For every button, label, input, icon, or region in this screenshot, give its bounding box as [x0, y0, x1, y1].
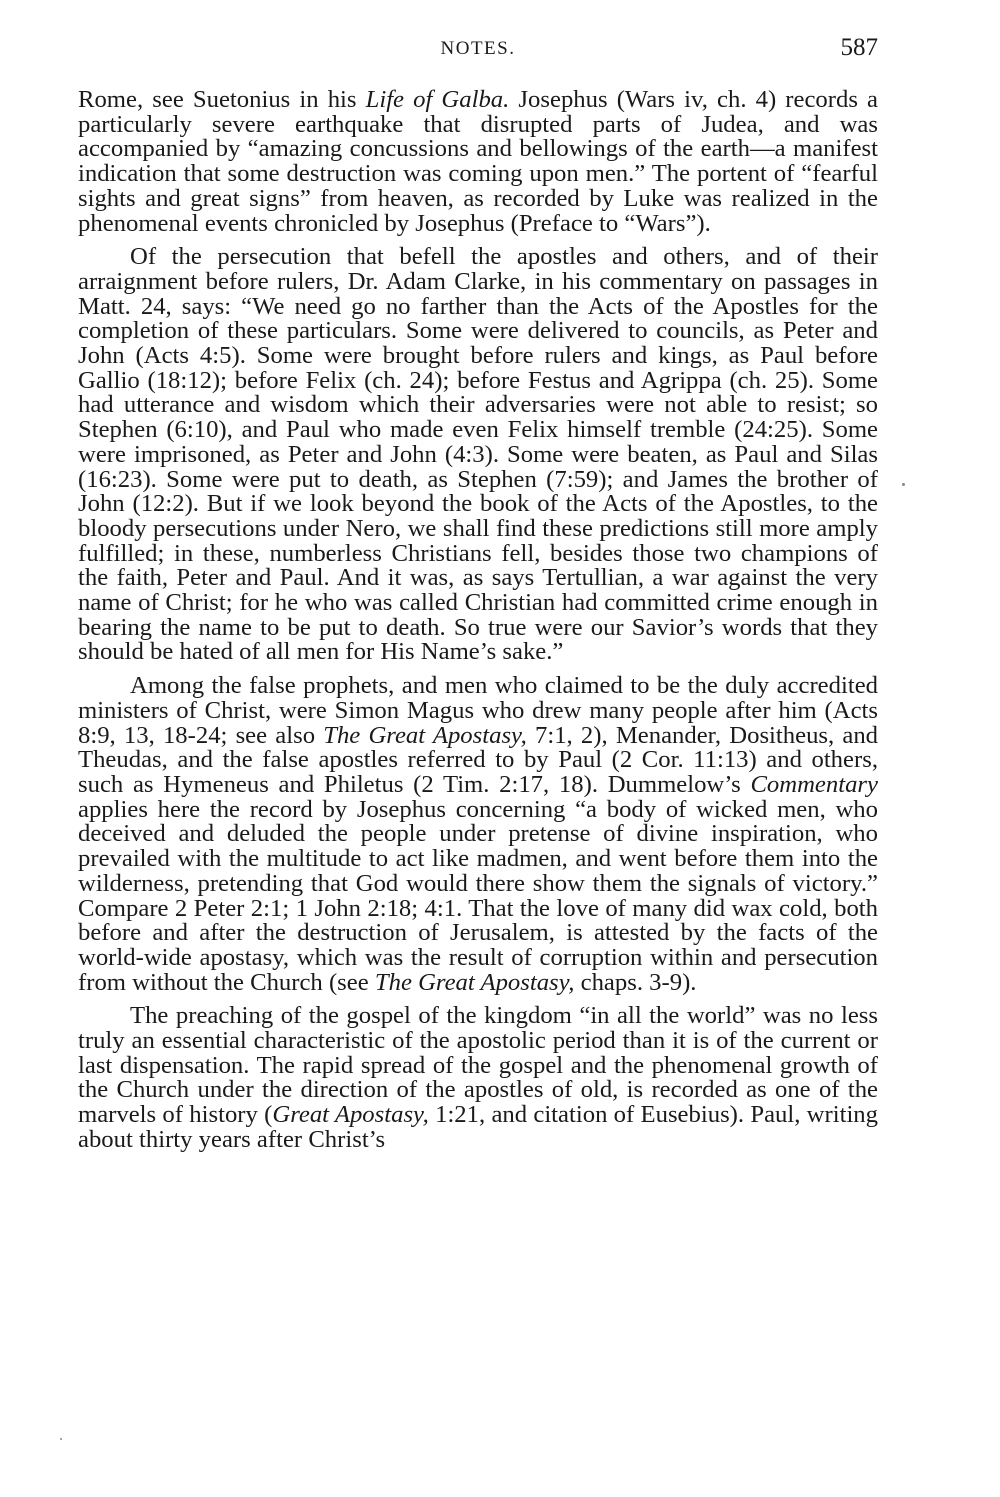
italic-title: Commentary: [750, 770, 878, 798]
text-run: 7:1, 2), Menander, Dositheus, and Theudas, and the false apostles referred to by Paul (2 Cor. 11:13) and others, such as Hymeneus and Philetus (2 Tim. 2:17, 18). Dummelow’s: [78, 721, 879, 798]
print-speck: [902, 483, 905, 486]
print-speck: [60, 1438, 62, 1440]
text-run: Josephus (Wars iv, ch. 4) records a particularly severe earthquake that disrupted parts of Judea, and was accompanied by “amazing concussions and bellowings of the earth—a manifest indication that some destruction was coming upon men.” The portent of “fearful sights and great signs” from heaven, as recorded by Luke was realized in the phenomenal events chronicled by Josephus (Preface to “Wars”).: [78, 86, 878, 237]
paragraph-earthquake: [78, 88, 878, 236]
italic-title: The Great Apostasy,: [323, 721, 527, 749]
body-text: [78, 88, 878, 1153]
running-title: NOTES.: [440, 38, 516, 59]
paragraph-persecution: [78, 245, 878, 665]
text-run: Among the false prophets, and men who claimed to be the duly accredited ministers of Christ, were Simon Magus who drew many people after him (Acts 8:9, 13, 18-24; see also: [78, 672, 878, 749]
text-run: chaps. 3-9).: [574, 968, 697, 996]
italic-title: The Great Apostasy,: [374, 968, 575, 996]
text-run: Of the persecution that befell the apostles and others, and of their arraignment before rulers, Dr. Adam Clarke, in his commentary on passages in Matt. 24, says: “We need go no farther than the Acts of the Apostles for the completion of these particulars. Some were delivered to councils, as Peter and John (Acts 4:5). Some were brought before rulers and kings, as Paul before Gallio (18:12); before Felix (ch. 24); before Festus and Agrippa (ch. 25). Some had utterance and wisdom which their adversaries were not able to resist; so Stephen (6:10), and Paul who made even Felix himself tremble (24:25). Some were imprisoned, as Peter and John (4:3). Some were beaten, as Paul and Silas (16:23). Some were put to death, as Stephen (7:59); and James the brother of John (12:2). But if we look beyond the book of the Acts of the Apostles, to the bloody persecutions under Nero, we shall find these predictions still more amply fulfilled; in these, numberless Christians fell, besides those two champions of the faith, Peter and Paul. And it was, as says Tertullian, a war against the very name of Christ; for he who was called Christian had committed crime enough in bearing the name to be put to death. So true were our Savior’s words that they should be hated of all men for His Name’s sake.”: [78, 243, 878, 666]
text-run: The preaching of the gospel of the kingdom “in all the world” was no less truly an essential characteristic of the apostolic period than it is of the current or last dispensation. The rapid spread of the gospel and the phenomenal growth of the Church under the direction of the apostles of old, is recorded as one of the marvels of history (: [78, 1002, 878, 1129]
page-number: 587: [840, 34, 878, 61]
text-run: Rome, see Suetonius in his: [78, 86, 366, 113]
italic-title: Life of Galba.: [365, 86, 510, 113]
text-run: 1:21, and citation of Eusebius). Paul, writing about thirty years after Christ’s: [78, 1101, 878, 1153]
text-run: applies here the record by Josephus concerning “a body of wicked men, who deceived and deluded the people under pretense of divine inspiration, who prevailed with the multitude to act like madmen, and went before them into the wilderness, pretending that God would there show them the signals of victory.” Compare 2 Peter 2:1; 1 John 2:18; 4:1. That the love of many did wax cold, both before and after the destruction of Jerusalem, is attested by the facts of the world-wide apostasy, which was the result of corruption within and persecution from without the Church (see: [78, 795, 878, 996]
paragraph-preaching: [78, 1004, 878, 1152]
book-page: [78, 34, 878, 1162]
italic-title: Great Apostasy,: [272, 1101, 429, 1129]
running-head: [78, 34, 878, 74]
paragraph-false-prophets: [78, 674, 878, 995]
